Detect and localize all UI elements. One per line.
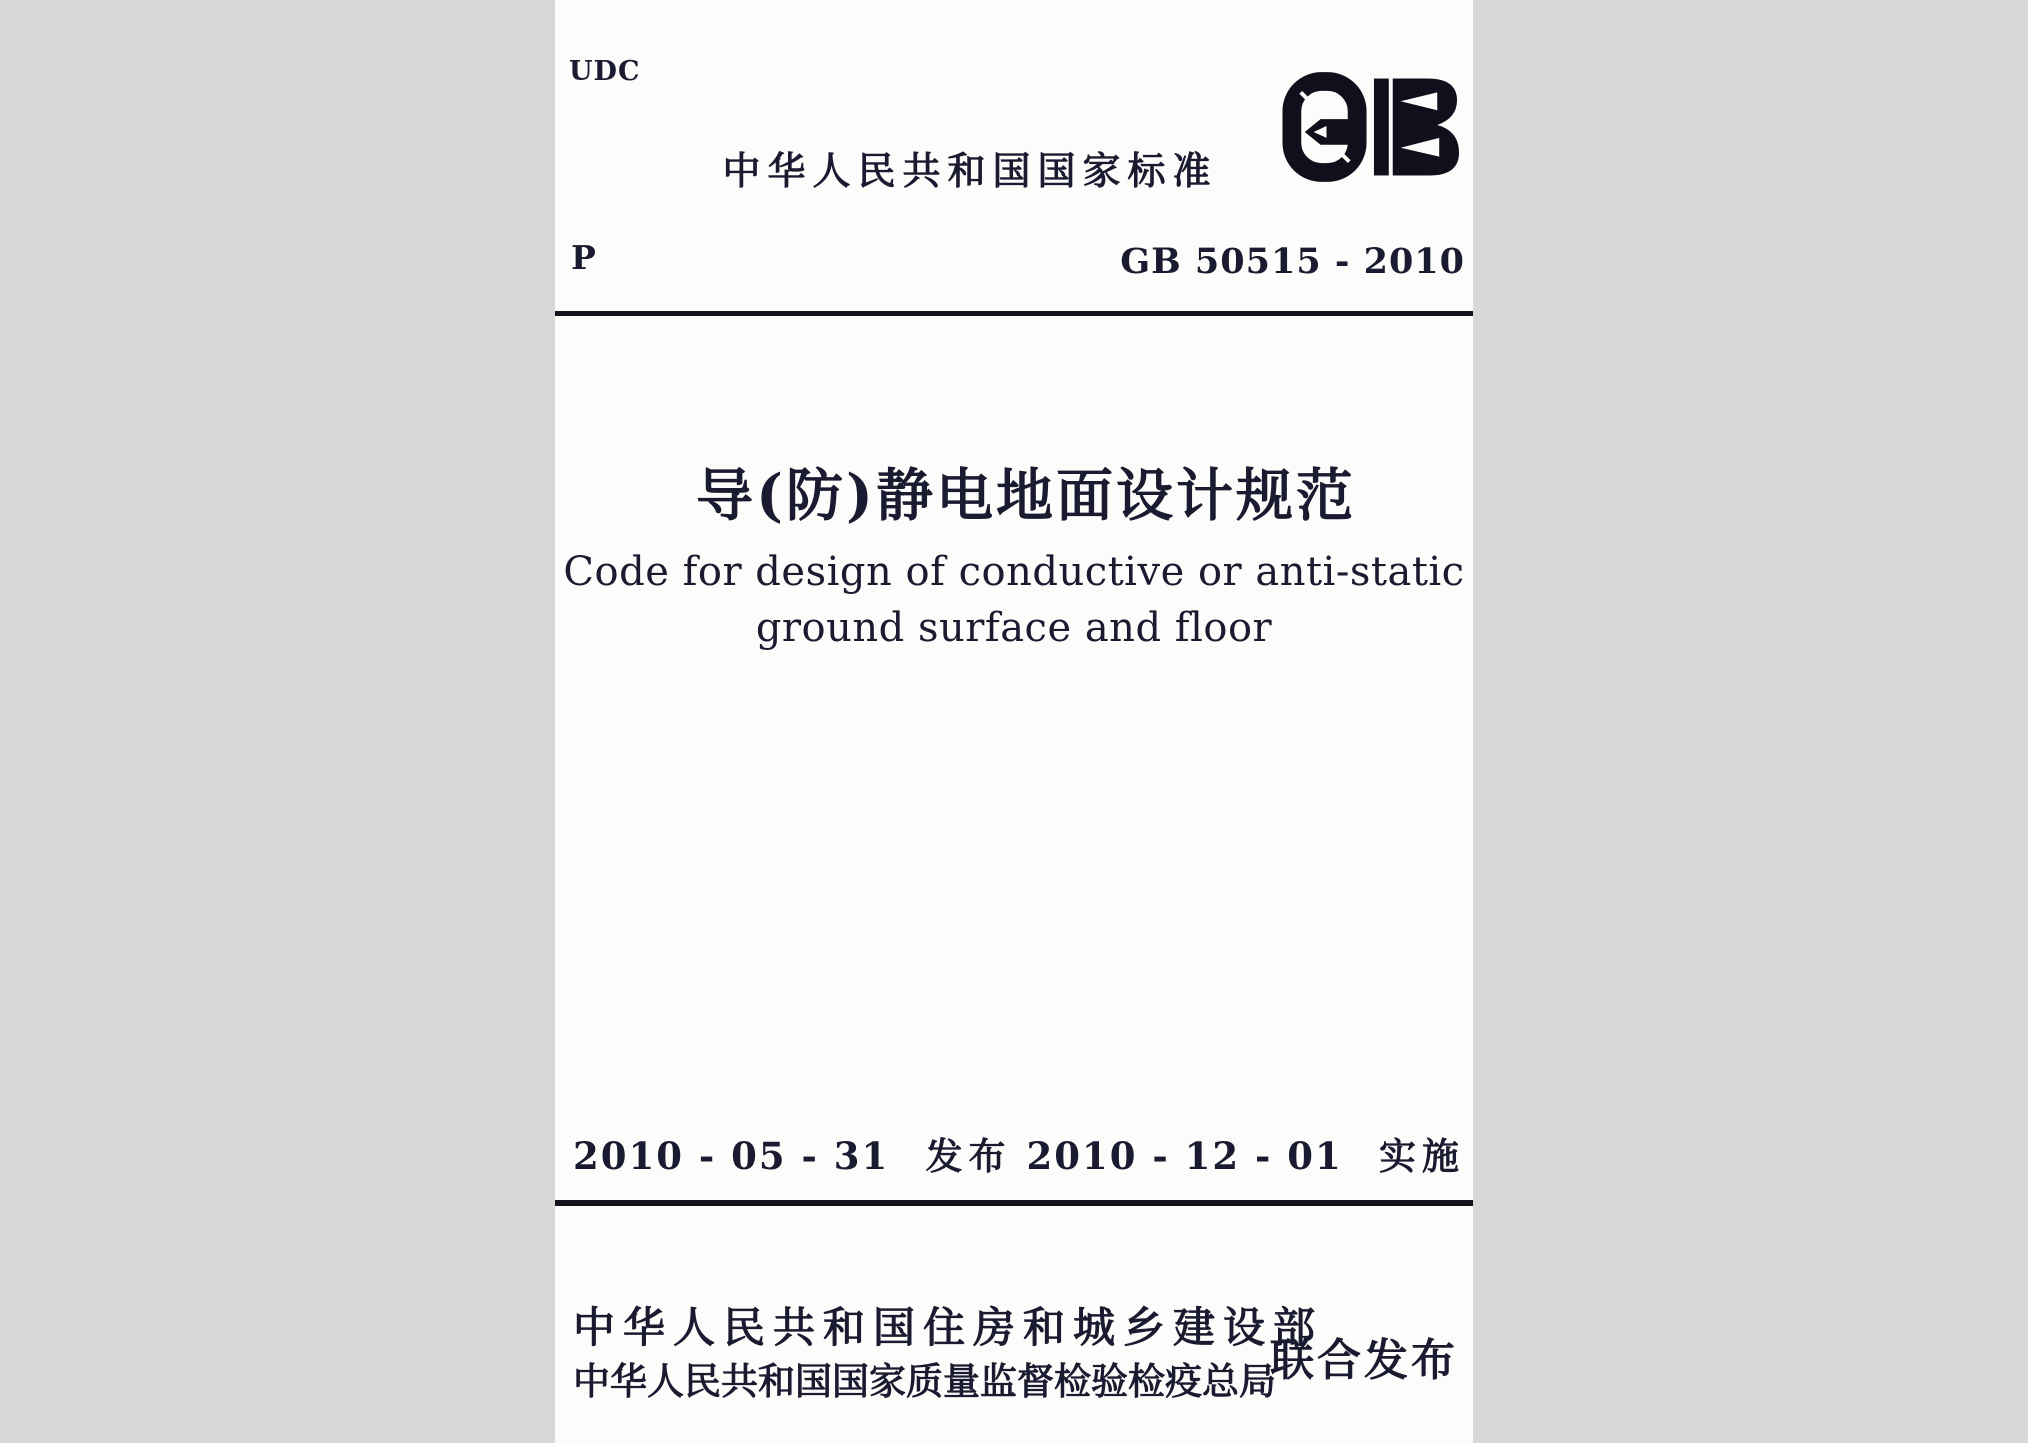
publisher-line1: 中华人民共和国住房和城乡建设部 xyxy=(573,1304,1324,1351)
standard-cover-page xyxy=(555,0,1473,1443)
issue-date: 2010 - 05 - 31 xyxy=(573,1134,890,1178)
issue-date-item xyxy=(573,1126,1011,1180)
implement-date-item xyxy=(1027,1126,1465,1180)
standard-title-chinese: 导(防)静电地面设计规范 xyxy=(696,462,1356,529)
standard-title-english-line1: Code for design of conductive or anti-static xyxy=(563,549,1465,595)
standard-number: GB 50515 - 2010 xyxy=(1120,241,1465,282)
classification-label: P xyxy=(571,238,596,277)
publisher-line2: 中华人民共和国国家质量监督检验检疫总局 xyxy=(573,1361,1276,1402)
national-standard-caption: 中华人民共和国国家标准 xyxy=(722,151,1218,193)
implement-date: 2010 - 12 - 01 xyxy=(1026,1134,1343,1178)
gb-standard-logo-icon xyxy=(1281,70,1459,184)
udc-label: UDC xyxy=(569,56,641,87)
issue-label: 发布 xyxy=(925,1136,1012,1177)
implement-label: 实施 xyxy=(1379,1136,1465,1177)
header-divider-rule xyxy=(555,311,1473,316)
footer-divider-rule xyxy=(555,1200,1473,1206)
joint-publish-label: 联合发布 xyxy=(1270,1336,1458,1385)
standard-title-english-line2: ground surface and floor xyxy=(755,605,1273,651)
